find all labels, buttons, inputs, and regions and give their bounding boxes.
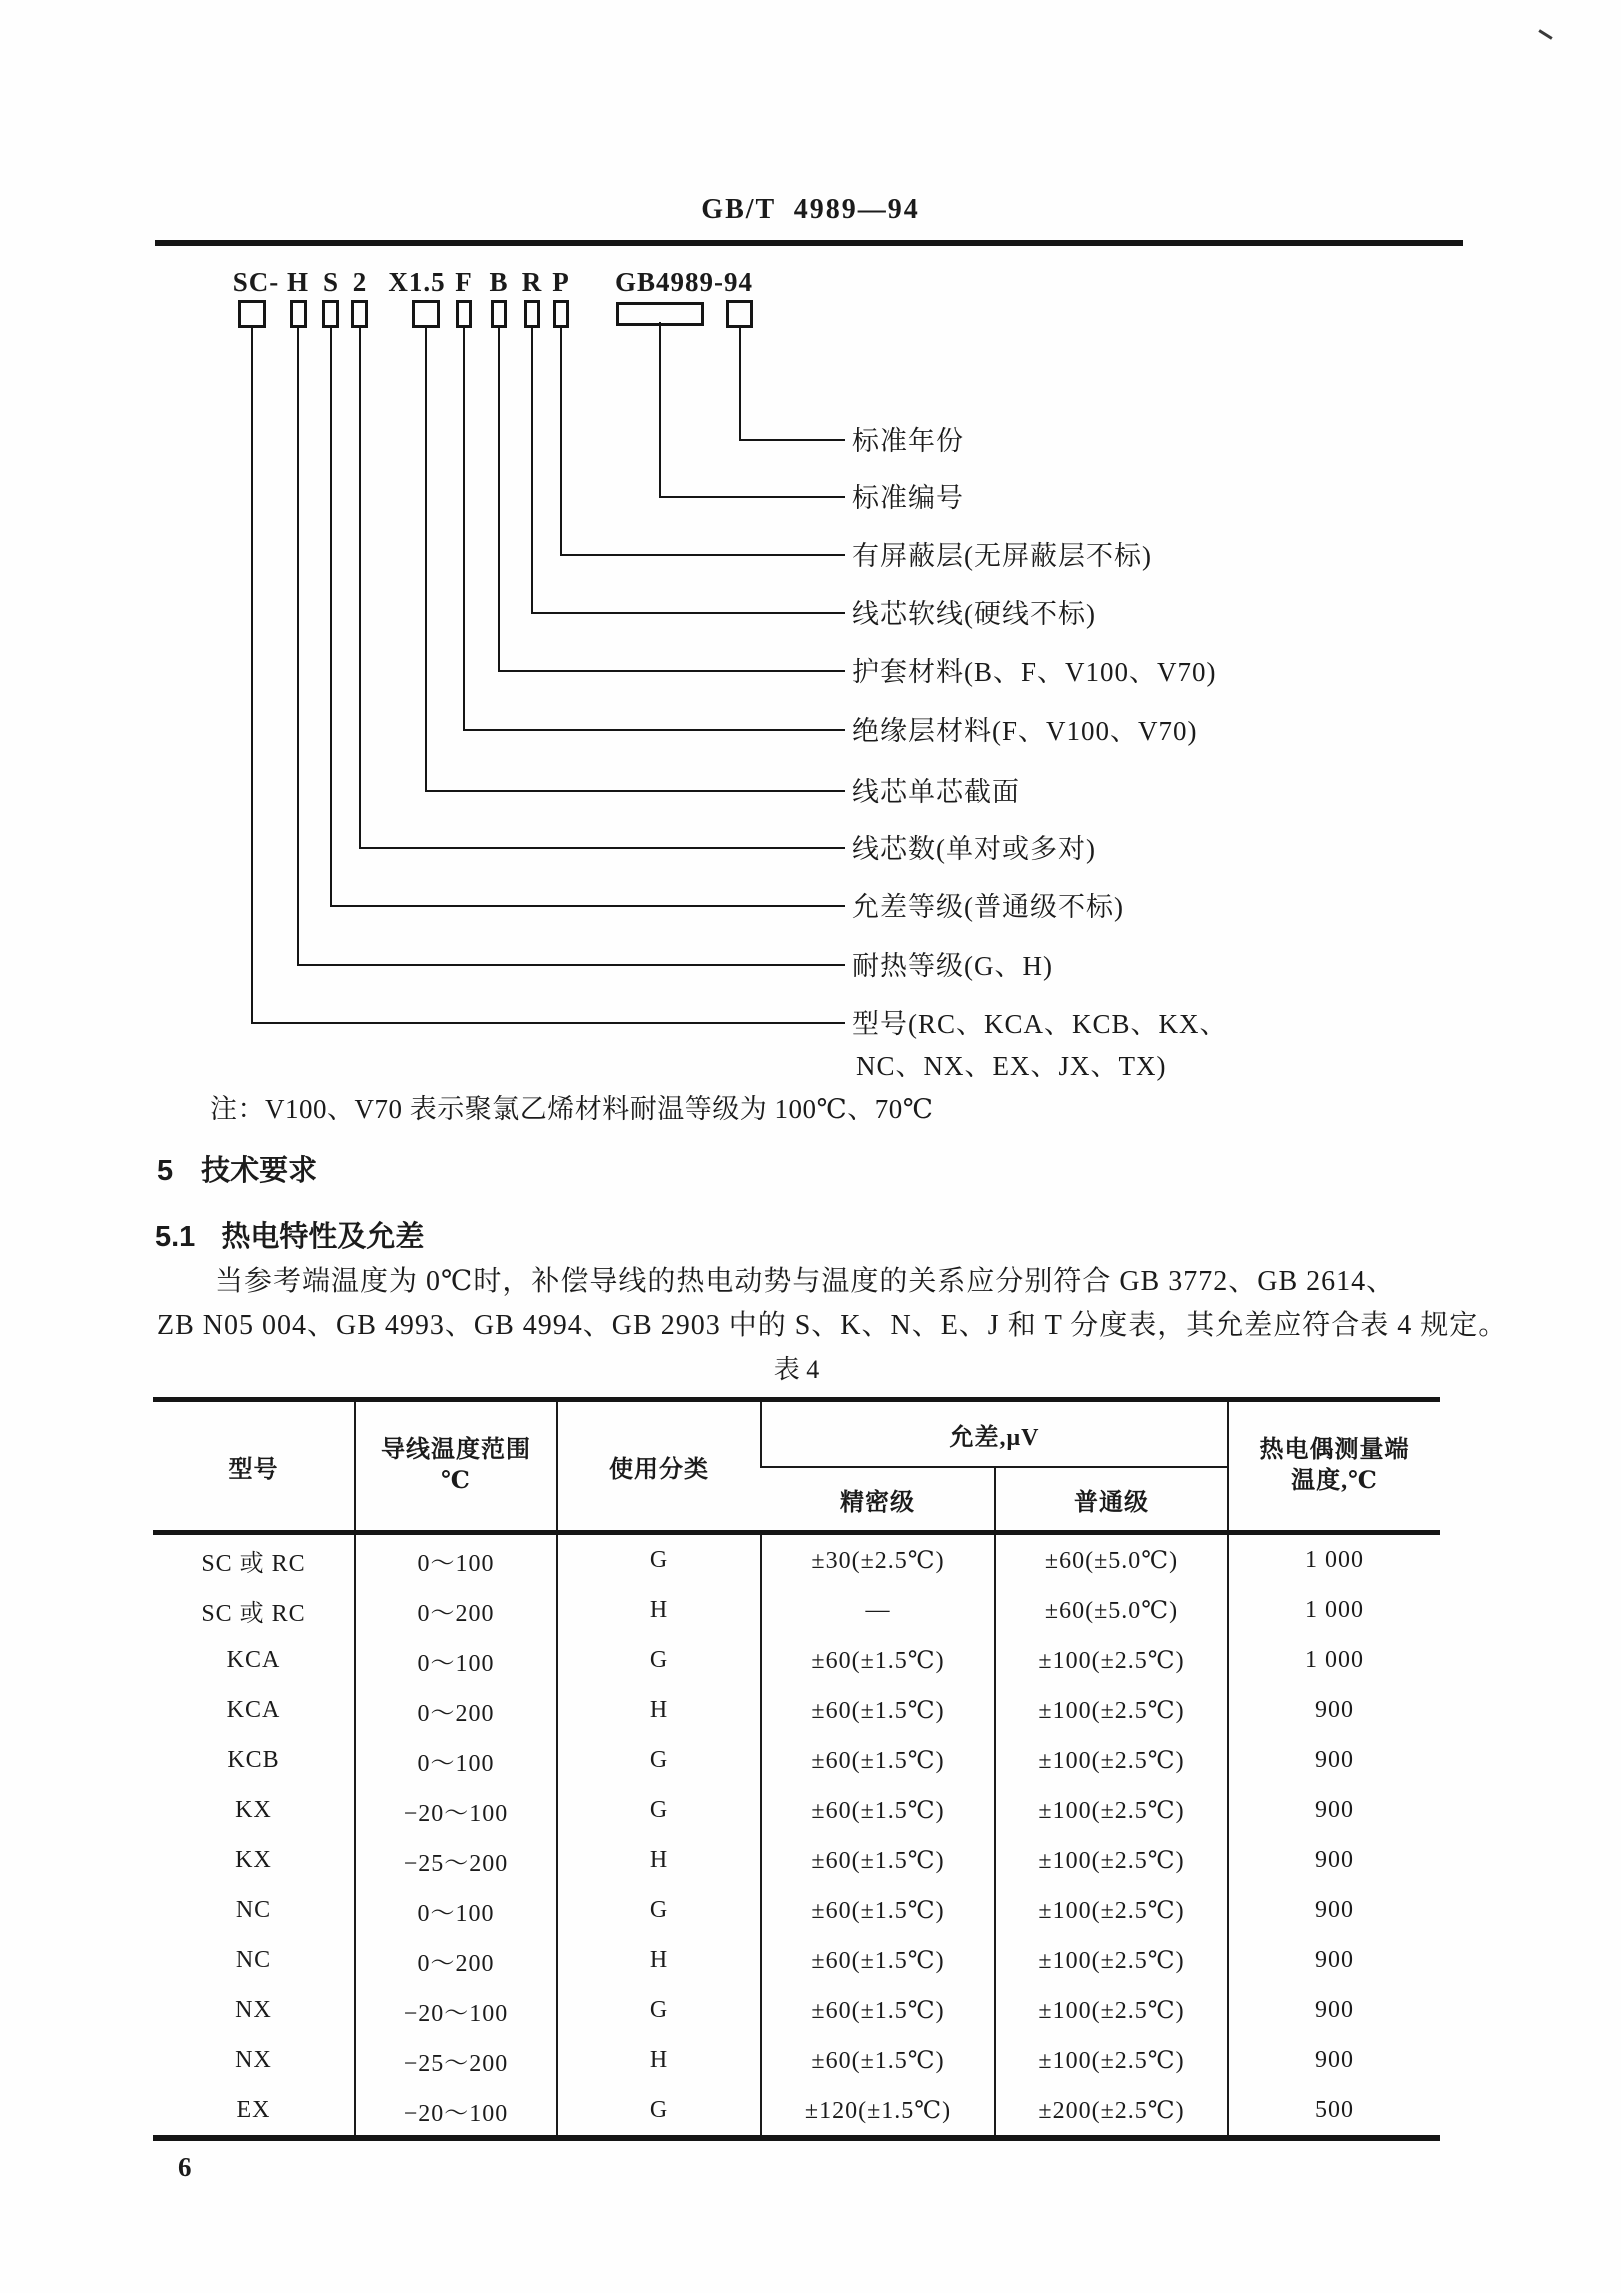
callout-sheath-material: 护套材料(B、F、V100、V70) xyxy=(852,657,1217,687)
connector-line xyxy=(330,328,332,907)
connector-line xyxy=(659,496,845,498)
tolerance-table xyxy=(153,1397,1440,2141)
code-part-sheath: B xyxy=(489,267,509,297)
cell-tolerance-precision: — xyxy=(761,1585,995,1635)
header-rule xyxy=(155,240,1463,246)
table-row xyxy=(153,1635,1440,1685)
cell-usage-class: G xyxy=(557,1985,761,2035)
cell-tolerance-ordinary: ±60(±5.0℃) xyxy=(995,1533,1228,1586)
table-row xyxy=(153,1785,1440,1835)
cell-usage-class: G xyxy=(557,1735,761,1785)
code-part-tolerance-class: S xyxy=(322,267,340,297)
cell-tolerance-precision: ±60(±1.5℃) xyxy=(761,1785,995,1835)
cell-junction-temp: 500 xyxy=(1228,2085,1440,2138)
connector-line xyxy=(463,729,845,731)
cell-tolerance-ordinary: ±100(±2.5℃) xyxy=(995,1685,1228,1735)
code-box-standard-year xyxy=(726,300,753,328)
cell-tolerance-ordinary: ±100(±2.5℃) xyxy=(995,1735,1228,1785)
cell-junction-temp: 900 xyxy=(1228,1885,1440,1935)
cell-tolerance-precision: ±60(±1.5℃) xyxy=(761,1635,995,1685)
code-part-core-count: 2 xyxy=(352,267,368,297)
code-box-soft-core xyxy=(524,300,540,328)
cell-junction-temp: 900 xyxy=(1228,2035,1440,2085)
code-part-standard: GB4989-94 xyxy=(614,267,754,297)
cell-usage-class: H xyxy=(557,1585,761,1635)
cell-usage-class: H xyxy=(557,1685,761,1735)
callout-shield: 有屏蔽层(无屏蔽层不标) xyxy=(852,541,1152,571)
code-part-insulation: F xyxy=(455,267,473,297)
cell-temp-range: 0～100 xyxy=(355,1735,557,1785)
col-header-model: 型号 xyxy=(228,1456,279,1483)
section-5-1-number: 5.1 xyxy=(155,1221,196,1253)
cell-model: KX xyxy=(235,1846,272,1873)
cell-temp-range: 0～200 xyxy=(355,1585,557,1635)
callout-standard-year: 标准年份 xyxy=(852,426,964,456)
code-box-tolerance-class xyxy=(322,300,339,328)
connector-line xyxy=(425,328,427,792)
cell-tolerance-precision: ±60(±1.5℃) xyxy=(761,1885,995,1935)
table-row xyxy=(153,1985,1440,2035)
scan-artifact xyxy=(1538,29,1552,39)
col-header-temp-range xyxy=(355,1400,557,1533)
callout-tolerance-class: 允差等级(普通级不标) xyxy=(852,892,1124,922)
callout-model-line2: NC、NX、EX、JX、TX) xyxy=(856,1051,1167,1081)
cell-tolerance-ordinary: ±100(±2.5℃) xyxy=(995,1885,1228,1935)
col-header-ordinary: 普通级 xyxy=(995,1467,1228,1533)
connector-line xyxy=(739,328,741,441)
connector-line xyxy=(498,328,500,672)
cell-model: NC xyxy=(235,1946,272,1973)
connector-line xyxy=(531,612,845,614)
code-box-heat-class xyxy=(290,300,307,328)
cell-temp-range: 0～100 xyxy=(355,1533,557,1586)
cell-model: NX xyxy=(235,2046,272,2073)
connector-line xyxy=(425,790,845,792)
cell-temp-range: −25～200 xyxy=(355,1835,557,1885)
diagram-note: 注：V100、V70 表示聚氯乙烯材料耐温等级为 100℃、70℃ xyxy=(210,1094,934,1124)
cell-temp-range: 0～200 xyxy=(355,1935,557,1985)
cell-junction-temp: 900 xyxy=(1228,1735,1440,1785)
col-header-precision: 精密级 xyxy=(840,1489,915,1516)
table-row xyxy=(153,1685,1440,1735)
cell-usage-class: G xyxy=(557,2085,761,2138)
table-header xyxy=(153,1400,1440,1533)
cell-temp-range: 0～100 xyxy=(355,1635,557,1685)
connector-line xyxy=(659,322,661,498)
code-box-model xyxy=(238,300,266,328)
cell-usage-class: H xyxy=(557,1835,761,1885)
code-part-model: SC- xyxy=(232,267,280,297)
cell-model: KCA xyxy=(226,1696,281,1723)
callout-model-line1: 型号(RC、KCA、KCB、KX、 xyxy=(852,1009,1228,1039)
cell-usage-class: H xyxy=(557,1935,761,1985)
connector-line xyxy=(359,328,361,849)
connector-line xyxy=(560,554,845,556)
table-row xyxy=(153,1585,1440,1635)
cell-temp-range: −20～100 xyxy=(355,1785,557,1835)
cell-tolerance-ordinary: ±200(±2.5℃) xyxy=(995,2085,1228,2138)
code-part-shield: P xyxy=(552,267,570,297)
callout-core-count: 线芯数(单对或多对) xyxy=(852,834,1096,864)
connector-line xyxy=(297,964,845,966)
code-box-sheath xyxy=(491,300,507,328)
cell-tolerance-ordinary: ±100(±2.5℃) xyxy=(995,1985,1228,2035)
cell-model: EX xyxy=(236,2096,271,2123)
table-row xyxy=(153,2085,1440,2138)
callout-soft-core: 线芯软线(硬线不标) xyxy=(852,599,1096,629)
connector-line xyxy=(251,1022,845,1024)
cell-junction-temp: 900 xyxy=(1228,1835,1440,1885)
cell-model: SC 或 RC xyxy=(201,1550,306,1577)
doc-code-header: GB/T 4989—94 xyxy=(701,194,920,225)
cell-usage-class: G xyxy=(557,1635,761,1685)
cell-junction-temp: 900 xyxy=(1228,1985,1440,2035)
cell-tolerance-precision: ±120(±1.5℃) xyxy=(761,2085,995,2138)
cell-temp-range: −20～100 xyxy=(355,1985,557,2035)
connector-line xyxy=(463,328,465,731)
table-caption: 表 4 xyxy=(773,1355,820,1384)
table-row xyxy=(153,2035,1440,2085)
callout-standard-number: 标准编号 xyxy=(852,483,964,513)
cell-model: NX xyxy=(235,1996,272,2023)
section-5-1-heading xyxy=(155,1217,424,1257)
connector-line xyxy=(531,328,533,614)
cell-model: NC xyxy=(235,1896,272,1923)
callout-insulation-material: 绝缘层材料(F、V100、V70) xyxy=(852,716,1198,746)
callout-heat-class: 耐热等级(G、H) xyxy=(852,951,1053,981)
cell-tolerance-precision: ±60(±1.5℃) xyxy=(761,1985,995,2035)
page-number: 6 xyxy=(178,2152,192,2182)
cell-tolerance-ordinary: ±100(±2.5℃) xyxy=(995,1635,1228,1685)
cell-junction-temp: 900 xyxy=(1228,1785,1440,1835)
cell-junction-temp: 900 xyxy=(1228,1935,1440,1985)
cell-model: KCB xyxy=(227,1746,280,1773)
callout-core-section: 线芯单芯截面 xyxy=(852,777,1020,807)
cell-tolerance-precision: ±60(±1.5℃) xyxy=(761,1735,995,1785)
code-box-shield xyxy=(553,300,569,328)
connector-line xyxy=(251,328,253,1024)
col-header-temp-range-line2: ℃ xyxy=(441,1468,471,1494)
connector-line xyxy=(297,328,299,966)
cell-model: KX xyxy=(235,1796,272,1823)
cell-tolerance-precision: ±60(±1.5℃) xyxy=(761,2035,995,2085)
cell-model: SC 或 RC xyxy=(201,1600,306,1627)
col-header-usage-class: 使用分类 xyxy=(557,1400,761,1533)
cell-junction-temp: 1 000 xyxy=(1228,1533,1440,1586)
cell-tolerance-ordinary: ±100(±2.5℃) xyxy=(995,1935,1228,1985)
code-part-soft-core: R xyxy=(521,267,543,297)
cell-tolerance-precision: ±60(±1.5℃) xyxy=(761,1935,995,1985)
cell-usage-class: G xyxy=(557,1533,761,1586)
cell-junction-temp: 900 xyxy=(1228,1685,1440,1735)
cell-usage-class: G xyxy=(557,1785,761,1835)
cell-temp-range: −20～100 xyxy=(355,2085,557,2138)
cell-tolerance-precision: ±30(±2.5℃) xyxy=(761,1533,995,1586)
cell-temp-range: 0～100 xyxy=(355,1885,557,1935)
section-5-title: 技术要求 xyxy=(201,1155,318,1187)
table-row xyxy=(153,1935,1440,1985)
connector-line xyxy=(330,905,845,907)
code-box-insulation xyxy=(456,300,472,328)
connector-line xyxy=(498,670,845,672)
col-header-tolerance-group: 允差,μV xyxy=(761,1400,1228,1468)
code-box-section xyxy=(412,300,440,328)
cell-temp-range: 0～200 xyxy=(355,1685,557,1735)
section-5-1-title: 热电特性及允差 xyxy=(221,1221,425,1253)
cell-junction-temp: 1 000 xyxy=(1228,1585,1440,1635)
table-row xyxy=(153,1735,1440,1785)
table-row xyxy=(153,1835,1440,1885)
cell-temp-range: −25～200 xyxy=(355,2035,557,2085)
code-part-heat-class: H xyxy=(286,267,310,297)
section-5-number: 5 xyxy=(157,1155,174,1187)
table-row xyxy=(153,1533,1440,1586)
connector-line xyxy=(739,439,845,441)
cell-tolerance-ordinary: ±100(±2.5℃) xyxy=(995,2035,1228,2085)
table-row xyxy=(153,1885,1440,1935)
code-part-section: X1.5 xyxy=(388,267,446,297)
connector-line xyxy=(359,847,845,849)
col-header-junction-temp xyxy=(1228,1400,1440,1533)
cell-model: KCA xyxy=(226,1646,281,1673)
cell-tolerance-ordinary: ±60(±5.0℃) xyxy=(995,1585,1228,1635)
paragraph-line-1: 当参考端温度为 0℃时，补偿导线的热电动势与温度的关系应分别符合 GB 3772、GB 2614、 xyxy=(215,1266,1396,1297)
connector-line xyxy=(560,328,562,556)
col-header-junction-line1: 热电偶测量端 xyxy=(1259,1437,1410,1463)
paragraph-line-2: ZB N05 004、GB 4993、GB 4994、GB 2903 中的 S、K、N、E、J 和 T 分度表，其允差应符合表 4 规定。 xyxy=(157,1310,1508,1341)
cell-usage-class: H xyxy=(557,2035,761,2085)
cell-usage-class: G xyxy=(557,1885,761,1935)
cell-tolerance-ordinary: ±100(±2.5℃) xyxy=(995,1835,1228,1885)
cell-tolerance-precision: ±60(±1.5℃) xyxy=(761,1835,995,1885)
cell-tolerance-ordinary: ±100(±2.5℃) xyxy=(995,1785,1228,1835)
section-5-heading xyxy=(157,1151,317,1191)
col-header-junction-line2: 温度,℃ xyxy=(1291,1468,1378,1494)
cell-junction-temp: 1 000 xyxy=(1228,1635,1440,1685)
cell-tolerance-precision: ±60(±1.5℃) xyxy=(761,1685,995,1735)
col-header-temp-range-line1: 导线温度范围 xyxy=(381,1437,531,1463)
table-body xyxy=(153,1533,1440,2139)
code-box-core-count xyxy=(351,300,368,328)
